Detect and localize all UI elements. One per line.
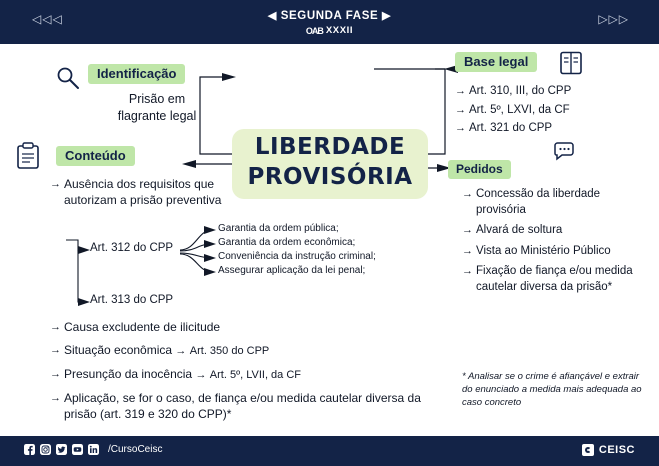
linkedin-icon[interactable] <box>88 444 99 455</box>
youtube-icon[interactable] <box>72 444 83 455</box>
pedidos-label: Pedidos <box>448 160 511 179</box>
central-line-2: PROVISÓRIA <box>247 164 413 190</box>
identificacao-label: Identificação <box>88 64 185 84</box>
chat-icon <box>553 142 579 164</box>
list-item: Conveniência da instrução criminal; <box>218 251 376 262</box>
list-item: → Alvará de soltura <box>462 223 647 239</box>
garantias-list <box>218 222 438 278</box>
list-item <box>50 342 450 359</box>
list-item: → Art. 310, III, do CPP <box>455 84 645 100</box>
pedidos-title <box>448 160 511 179</box>
central-line-1: LIBERDADE <box>254 134 406 160</box>
list-item-text: Presunção da inocência <box>64 367 193 381</box>
list-item <box>50 366 450 383</box>
list-item: Garantia da ordem pública; <box>218 223 339 234</box>
exam-number: XXXII <box>325 25 354 36</box>
pedidos-list <box>462 187 647 300</box>
title-text: SEGUNDA FASE <box>280 10 379 22</box>
title-left-triangle-icon: ◀ <box>267 10 277 22</box>
list-item: → Ausência dos requisitos que autorizam a prisão preventiva <box>50 176 235 208</box>
social-links[interactable] <box>24 444 162 455</box>
conteudo-bottom-list <box>50 319 450 429</box>
list-item-text: Causa excludente de ilicitude <box>64 320 221 334</box>
art-312-label: Art. 312 do CPP <box>90 242 174 254</box>
identificacao-title <box>88 64 185 84</box>
exam-subtitle <box>0 25 659 36</box>
diagram-canvas <box>0 44 659 436</box>
list-item: → Art. 321 do CPP <box>455 121 645 137</box>
conteudo-title <box>56 146 135 166</box>
list-item: → Fixação de fiança e/ou medida cautelar diversa da prisão* <box>462 264 647 295</box>
list-item: Assegurar aplicação da lei penal; <box>218 265 366 276</box>
footer-bar <box>0 436 659 466</box>
ref-presuncao-inocencia: Art. 5º, LVII, da CF <box>209 369 302 381</box>
pedidos-footnote: * Analisar se o crime é afiançável e extrair do enunciado a medida mais adequada ao caso concreto <box>462 371 642 408</box>
social-handle[interactable]: /CursoCeisc <box>108 444 163 455</box>
book-icon <box>560 51 582 75</box>
ref-situacao-economica: Art. 350 do CPP <box>189 345 270 357</box>
list-item-text: Situação econômica <box>64 343 173 357</box>
base-legal-title <box>455 52 537 72</box>
base-legal-list <box>455 84 645 140</box>
page-title <box>0 9 659 22</box>
magnifier-icon <box>56 66 80 90</box>
list-item: → Art. 5º, LXVI, da CF <box>455 103 645 119</box>
ceisc-mark-icon <box>582 444 594 456</box>
brand-logo <box>582 444 635 456</box>
list-item <box>50 390 450 422</box>
identificacao-line-1: Prisão em <box>128 92 186 106</box>
facebook-icon[interactable] <box>24 444 35 455</box>
list-item-text: Aplicação, se for o caso, de fiança e/ou medida cautelar diversa da prisão (art. 319 e 320 do CPP)* <box>64 391 421 421</box>
oab-badge: OAB <box>305 26 323 36</box>
base-legal-label: Base legal <box>455 52 537 72</box>
identificacao-content <box>82 91 232 125</box>
list-item: Garantia da ordem econômica; <box>218 237 356 248</box>
header-left-arrows: ◁◁◁ <box>32 12 63 26</box>
twitter-icon[interactable] <box>56 444 67 455</box>
identificacao-line-2: flagrante legal <box>117 109 197 123</box>
header-bar <box>0 0 659 44</box>
conteudo-label: Conteúdo <box>56 146 135 166</box>
clipboard-icon <box>16 142 42 170</box>
central-node-label <box>232 132 428 192</box>
conteudo-main-item <box>50 176 235 213</box>
list-item: → Concessão da liberdade provisória <box>462 187 647 218</box>
instagram-icon[interactable] <box>40 444 51 455</box>
inline-arrow-icon: → <box>195 369 207 381</box>
list-item <box>50 319 450 335</box>
art-313-label: Art. 313 do CPP <box>90 294 174 306</box>
list-item: → Vista ao Ministério Público <box>462 244 647 260</box>
header-right-arrows: ▷▷▷ <box>598 12 629 26</box>
brand-name: CEISC <box>598 444 635 456</box>
inline-arrow-icon: → <box>175 345 187 357</box>
title-right-triangle-icon: ▶ <box>382 10 392 22</box>
